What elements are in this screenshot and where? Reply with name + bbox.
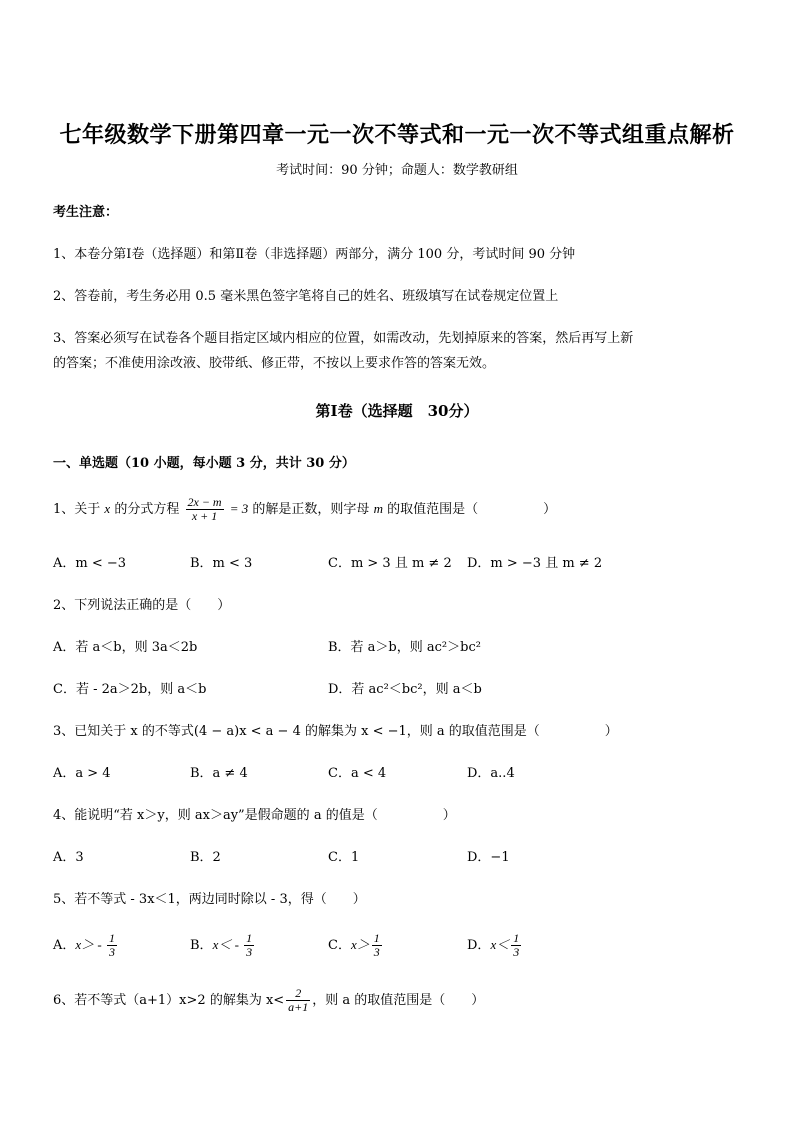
q5d-pre: x＜ (490, 937, 510, 952)
q3-option-b: B．a ≠ 4 (190, 766, 248, 781)
q1-option-d: D．m > −3 且 m ≠ 2 (467, 556, 603, 571)
q6-suffix: ，则 a 的取值范围是（ ） (312, 993, 485, 1008)
q4-option-a: A．3 (53, 850, 84, 865)
question-2: 2、下列说法正确的是（ ） (53, 598, 231, 613)
q5b-fraction (244, 932, 254, 959)
part-heading: 一、单选题（10 小题，每小题 3 分，共计 30 分） (53, 456, 355, 471)
exam-info: 考试时间：90 分钟；命题人：数学教研组 (276, 163, 518, 178)
q3-option-a: A．a > 4 (53, 766, 111, 781)
q5c-label: C． (328, 938, 351, 953)
q5b-den: 3 (246, 945, 253, 959)
q1-suffix: 的解是正数，则字母 (252, 502, 370, 517)
q1-option-b: B．m < 3 (190, 556, 253, 571)
q2-option-b: B．若 a＞b，则 ac²＞bc² (328, 640, 481, 655)
question-6 (53, 984, 484, 1018)
notice-item-2: 2、答卷前，考生务必用 0.5 毫米黑色签字笔将自己的姓名、班级填写在试卷规定位置上 (53, 289, 559, 304)
q1-prefix: 1、关于 (53, 502, 101, 517)
q5-option-c (328, 928, 384, 963)
notice-item-3: 3、答案必须写在试卷各个题目指定区域内相应的位置，如需改动，先划掉原来的答案，然后再写上新 (53, 331, 634, 346)
q1-equals: = 3 (229, 501, 249, 516)
q5d-num: 1 (513, 930, 520, 945)
q5a-fraction (107, 932, 117, 959)
question-4: 4、能说明“若 x＞y，则 ax＞ay”是假命题的 a 的值是（ ） (53, 808, 456, 823)
q1-var2: m (373, 501, 383, 516)
q5d-fraction (511, 932, 521, 959)
q5a-num: 1 (109, 930, 115, 945)
q5b-pre: x＜ - (212, 937, 243, 952)
q5c-num: 1 (373, 930, 380, 945)
q3-option-c: C．a < 4 (328, 766, 387, 781)
q5b-label: B． (190, 938, 213, 953)
q4-option-b: B．2 (190, 850, 221, 865)
q5-option-a (53, 928, 119, 963)
question-5: 5、若不等式 - 3x＜1，两边同时除以 - 3，得（ ） (53, 892, 366, 907)
question-3: 3、已知关于 x 的不等式(4 − a)x < a − 4 的解集为 x < −1，则 a 的取值范围是（ ） (53, 724, 618, 739)
q6-den: a+1 (288, 1000, 309, 1014)
section-title: 第Ⅰ卷（选择题 30分） (315, 402, 479, 420)
notice-item-3-cont: 的答案；不准使用涂改液、胶带纸、修正带，不按以上要求作答的答案无效。 (53, 356, 496, 371)
q5c-pre: x＞ (350, 937, 370, 952)
q5-option-d (467, 928, 523, 963)
q5a-label: A． (53, 938, 76, 953)
notice-item-1: 1、本卷分第Ⅰ卷（选择题）和第Ⅱ卷（非选择题）两部分，满分 100 分，考试时间 90 分钟 (53, 247, 576, 262)
q2-option-c: C．若 - 2a＞2b，则 a＜b (53, 682, 207, 697)
q5a-den: 3 (109, 945, 115, 959)
q5a-pre: x＞ - (75, 937, 105, 952)
q3-option-d: D．a..4 (467, 766, 515, 781)
q1-var: x (104, 501, 111, 516)
q6-fraction (286, 987, 310, 1014)
notice-heading: 考生注意： (53, 205, 119, 220)
q1-numerator: 2x − m (187, 494, 222, 509)
question-1 (53, 492, 556, 527)
q1-mid: 的分式方程 (114, 502, 180, 517)
page-title: 七年级数学下册第四章一元一次不等式和一元一次不等式组重点解析 (59, 122, 735, 148)
q1-fraction (186, 496, 224, 523)
q2-option-a: A．若 a＜b，则 3a＜2b (53, 640, 198, 655)
q6-prefix: 6、若不等式（a+1）x>2 的解集为 x< (53, 993, 285, 1008)
q5d-label: D． (467, 938, 491, 953)
q5c-fraction (372, 932, 382, 959)
q1-denominator: x + 1 (191, 509, 218, 523)
q2-option-d: D．若 ac²＜bc²，则 a＜b (328, 682, 482, 697)
q6-num: 2 (286, 987, 310, 1001)
q5b-num: 1 (246, 930, 253, 945)
q1-option-a: A．m < −3 (53, 556, 127, 571)
q4-option-c: C．1 (328, 850, 360, 865)
q4-option-d: D．−1 (467, 850, 510, 865)
q5-option-b (190, 928, 256, 963)
q1-option-c: C．m > 3 且 m ≠ 2 (328, 556, 452, 571)
q5c-den: 3 (373, 945, 380, 959)
q1-tail: 的取值范围是（ ） (387, 502, 557, 517)
q5d-den: 3 (513, 945, 520, 959)
